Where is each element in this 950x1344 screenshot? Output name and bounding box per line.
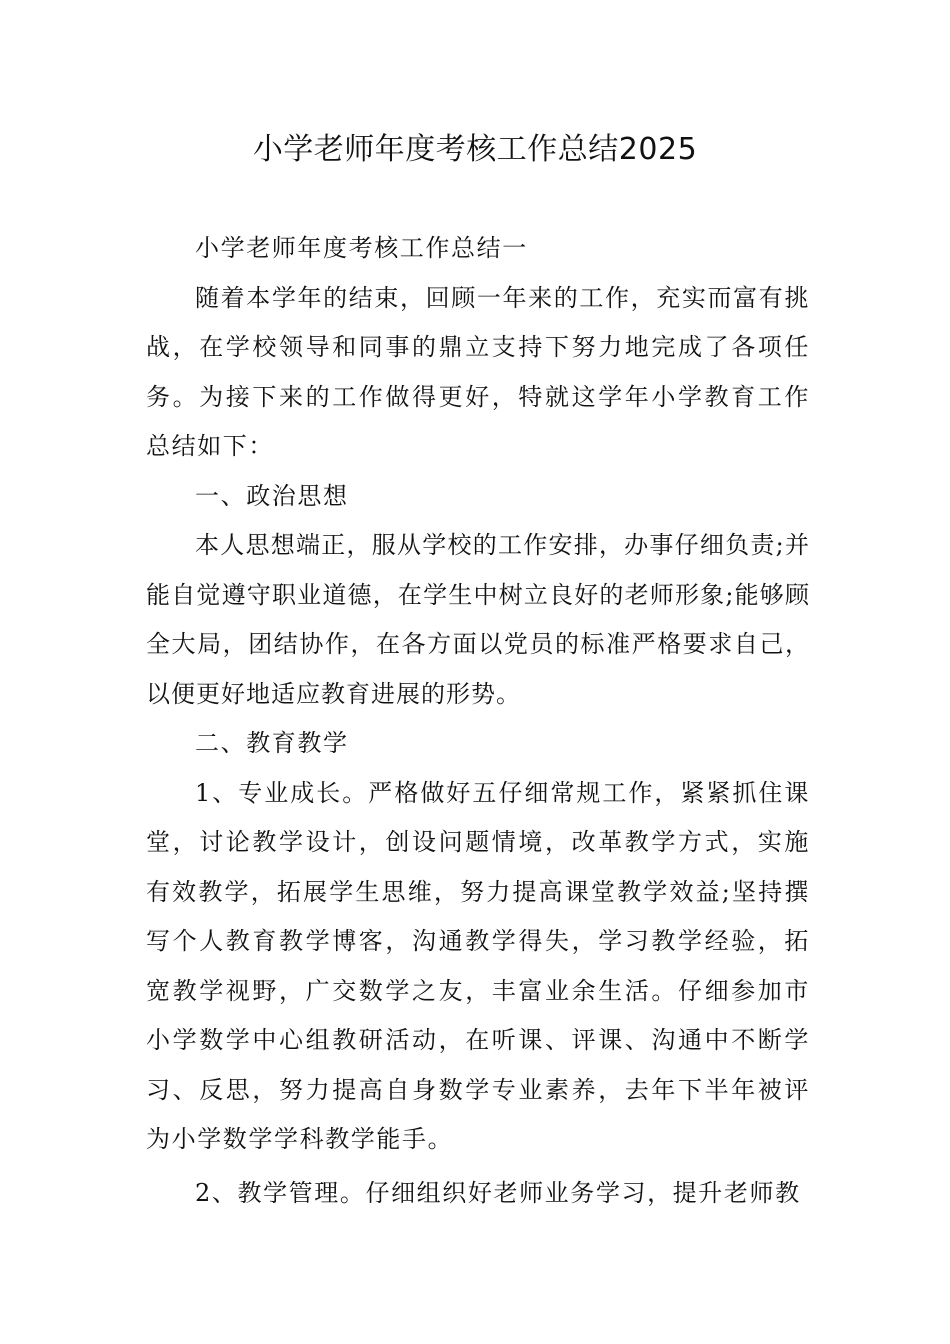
body-paragraph: 随着本学年的结束，回顾一年来的工作，充实而富有挑战，在学校领导和同事的鼎立支持下努力地完成了各项任务。为接下来的工作做得更好，特就这学年小学教育工作总结如下： xyxy=(146,283,810,460)
document-title: 小学老师年度考核工作总结2025 xyxy=(252,132,698,167)
document-body xyxy=(146,224,810,1218)
section-heading: 小学老师年度考核工作总结一 xyxy=(195,234,528,262)
body-paragraph: 1、专业成长。严格做好五仔细常规工作，紧紧抓住课堂，讨论教学设计，创设问题情境，改革教学方式，实施有效教学，拓展学生思维，努力提高课堂教学效益;坚持撰写个人教育教学博客，沟通教学得失，学习教学经验，拓宽教学视野，广交数学之友，丰富业余生活。仔细参加市小学数学中心组教研活动，在听课、评课、沟通中不断学习、反思，努力提高自身数学专业素养，去年下半年被评为小学数学学科教学能手。 xyxy=(146,778,810,1153)
section-heading: 二、教育教学 xyxy=(195,729,349,757)
section-heading: 一、政治思想 xyxy=(195,481,349,510)
body-paragraph: 2、教学管理。仔细组织好老师业务学习，提升老师教 xyxy=(195,1178,801,1207)
body-paragraph: 本人思想端正，服从学校的工作安排，办事仔细负责;并能自觉遵守职业道德，在学生中树立良好的老师形象;能够顾全大局，团结协作，在各方面以党员的标准严格要求自己，以便更好地适应教育进展的形势。 xyxy=(146,531,810,708)
